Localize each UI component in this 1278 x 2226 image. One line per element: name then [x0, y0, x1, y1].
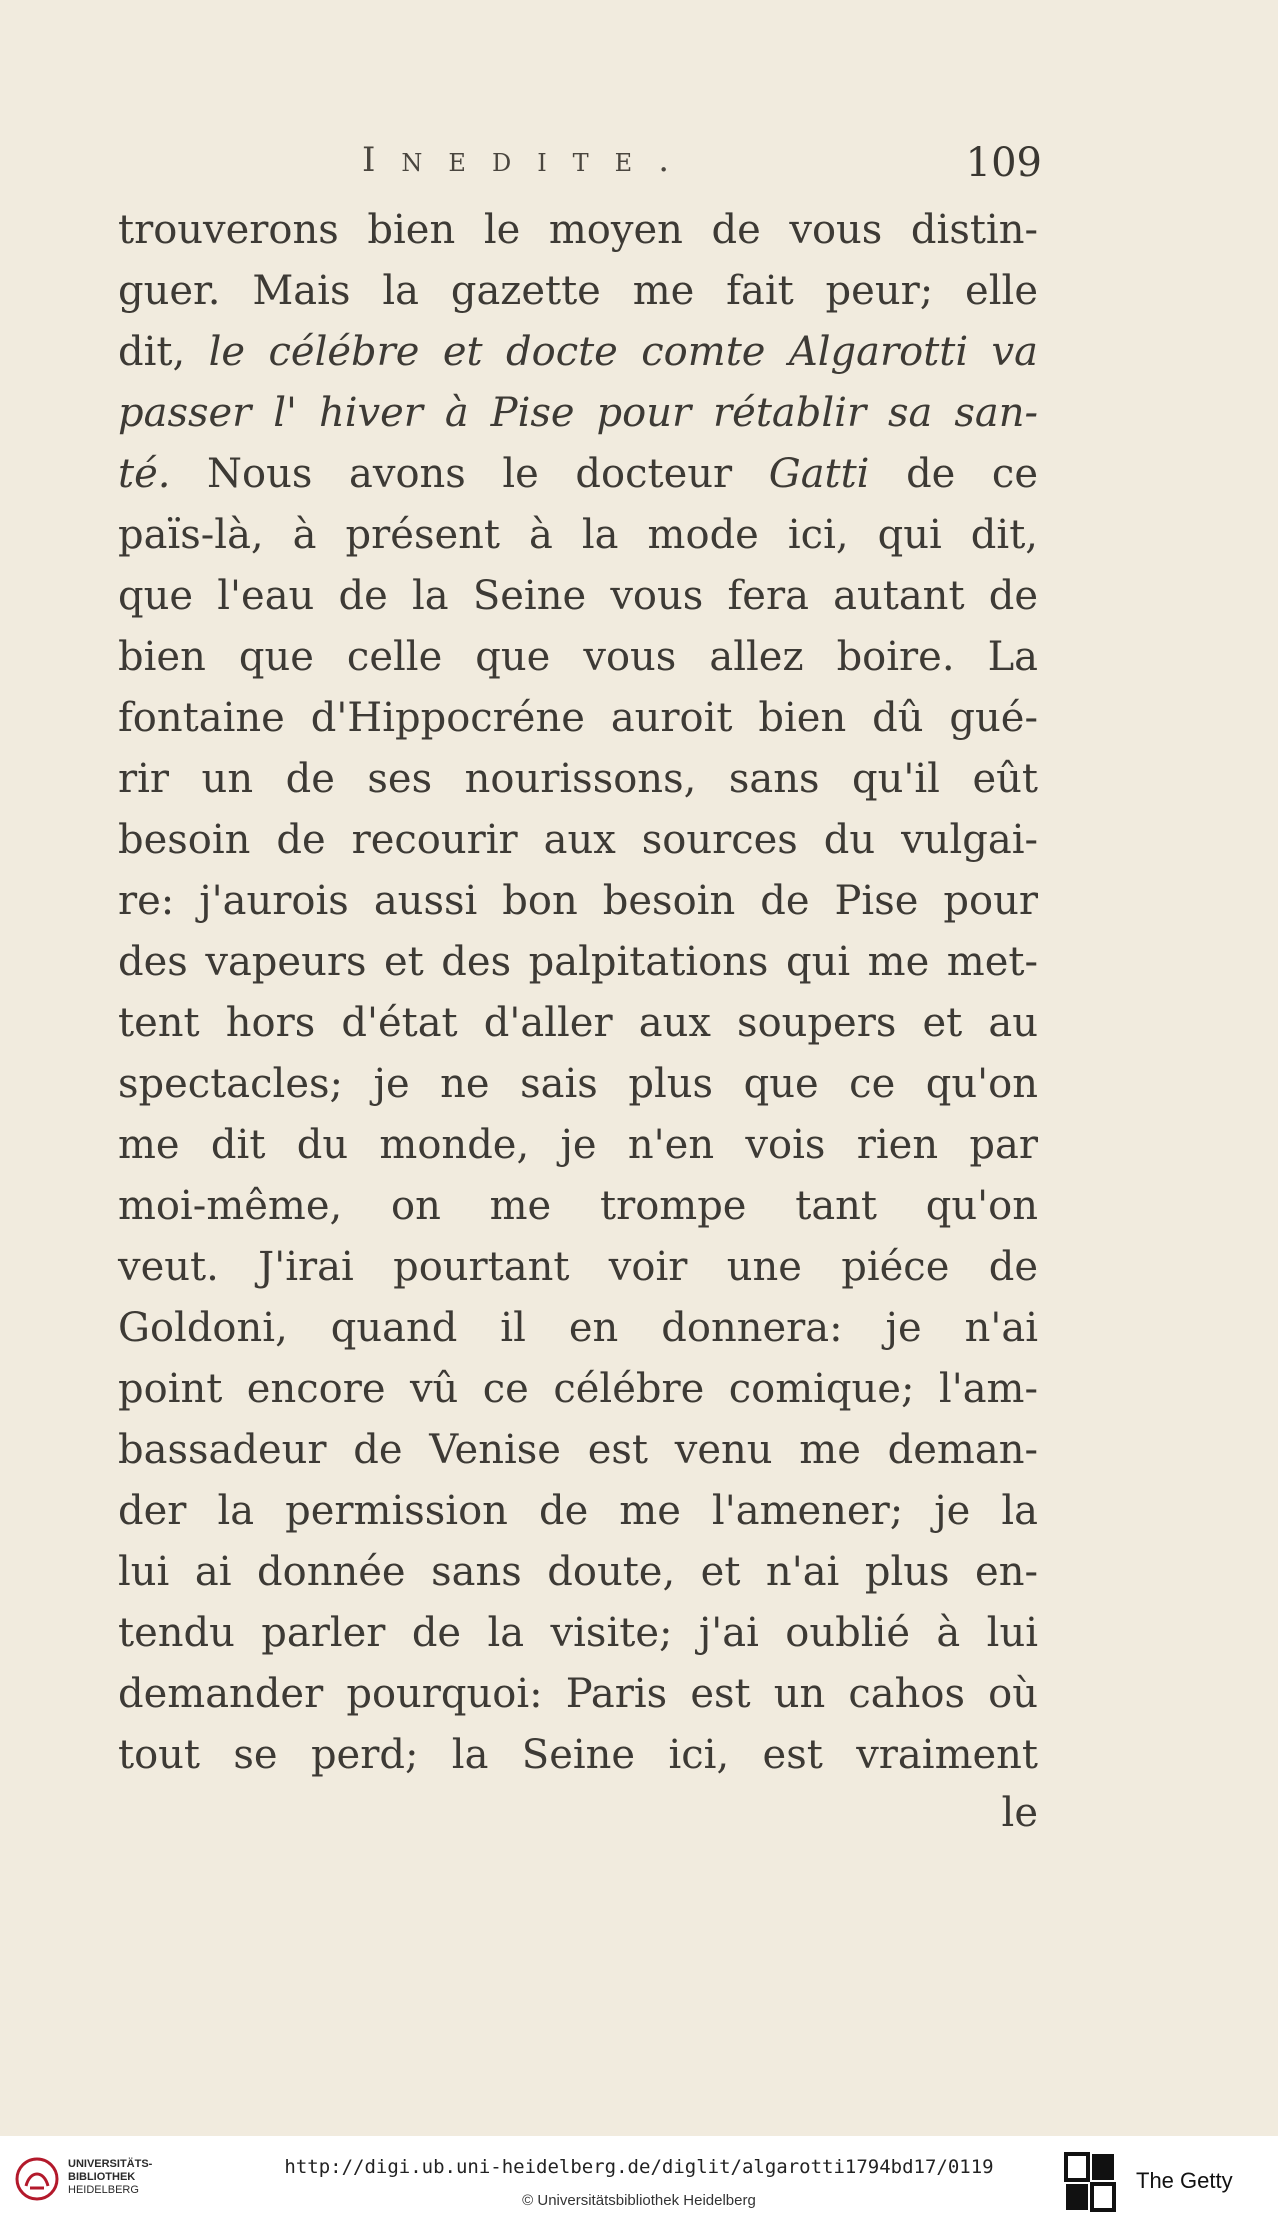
text-line: me dit du monde, je n'en vois rien par	[118, 1122, 1038, 1168]
running-head: Inedite.	[362, 140, 696, 180]
text-line: bien que celle que vous allez boire. La	[118, 634, 1038, 680]
partner-name: The Getty	[1136, 2168, 1233, 2193]
library-logo-text: UNIVERSITÄTS- BIBLIOTHEK HEIDELBERG	[68, 2158, 153, 2196]
text-line: des vapeurs et des palpitations qui me met-	[118, 939, 1038, 985]
text-line: tout se perd; la Seine ici, est vraiment	[118, 1732, 1038, 1778]
text-line	[118, 383, 1038, 444]
italic-segment: passer l' hiver à Pise pour rétablir sa san-	[118, 390, 1038, 436]
page-header	[362, 140, 1042, 190]
page-number: 109	[965, 140, 1042, 186]
getty-logo-icon	[1064, 2152, 1116, 2212]
text-line: guer. Mais la gazette me fait peur; elle	[118, 268, 1038, 314]
text-line: point encore vû ce célébre comique; l'am-	[118, 1366, 1038, 1412]
text-line: fontaine d'Hippocréne auroit bien dû gué-	[118, 695, 1038, 741]
text-line: demander pourquoi: Paris est un cahos où	[118, 1671, 1038, 1717]
text-segment: dit,	[118, 329, 209, 375]
italic-segment: Gatti	[768, 451, 870, 497]
text-segment: Nous avons le docteur	[170, 451, 769, 497]
text-line: tent hors d'état d'aller aux soupers et au	[118, 1000, 1038, 1046]
body-text	[118, 200, 1038, 1786]
viewer-footer	[0, 2136, 1278, 2226]
partner-logo[interactable]	[1064, 2150, 1264, 2214]
italic-segment: le célébre et docte comte Algarotti va	[208, 329, 1038, 375]
text-line: que l'eau de la Seine vous fera autant de	[118, 573, 1038, 619]
text-line: der la permission de me l'amener; je la	[118, 1488, 1038, 1534]
text-line: besoin de recourir aux sources du vulgai-	[118, 817, 1038, 863]
italic-segment: té.	[118, 451, 171, 497]
text-line: re: j'aurois aussi bon besoin de Pise pour	[118, 878, 1038, 924]
text-segment: de ce	[869, 451, 1038, 497]
text-line: moi-même, on me trompe tant qu'on	[118, 1183, 1038, 1229]
text-line: rir un de ses nourissons, sans qu'il eût	[118, 756, 1038, 802]
catchword: le	[1001, 1790, 1038, 1836]
text-line: païs-là, à présent à la mode ici, qui dit,	[118, 512, 1038, 558]
text-line: spectacles; je ne sais plus que ce qu'on	[118, 1061, 1038, 1107]
text-line: trouverons bien le moyen de vous distin-	[118, 207, 1038, 253]
text-line: tendu parler de la visite; j'ai oublié à lui	[118, 1610, 1038, 1656]
text-line: lui ai donnée sans doute, et n'ai plus en-	[118, 1549, 1038, 1595]
text-line	[118, 444, 1038, 505]
text-line: bassadeur de Venise est venu me deman-	[118, 1427, 1038, 1473]
text-line	[118, 322, 1038, 383]
text-line: veut. J'irai pourtant voir une piéce de	[118, 1244, 1038, 1290]
copyright-notice: © Universitätsbibliothek Heidelberg	[522, 2192, 756, 2209]
text-line: Goldoni, quand il en donnera: je n'ai	[118, 1305, 1038, 1351]
permalink-url[interactable]: http://digi.ub.uni-heidelberg.de/diglit/algarotti1794bd17/0119	[284, 2156, 994, 2178]
